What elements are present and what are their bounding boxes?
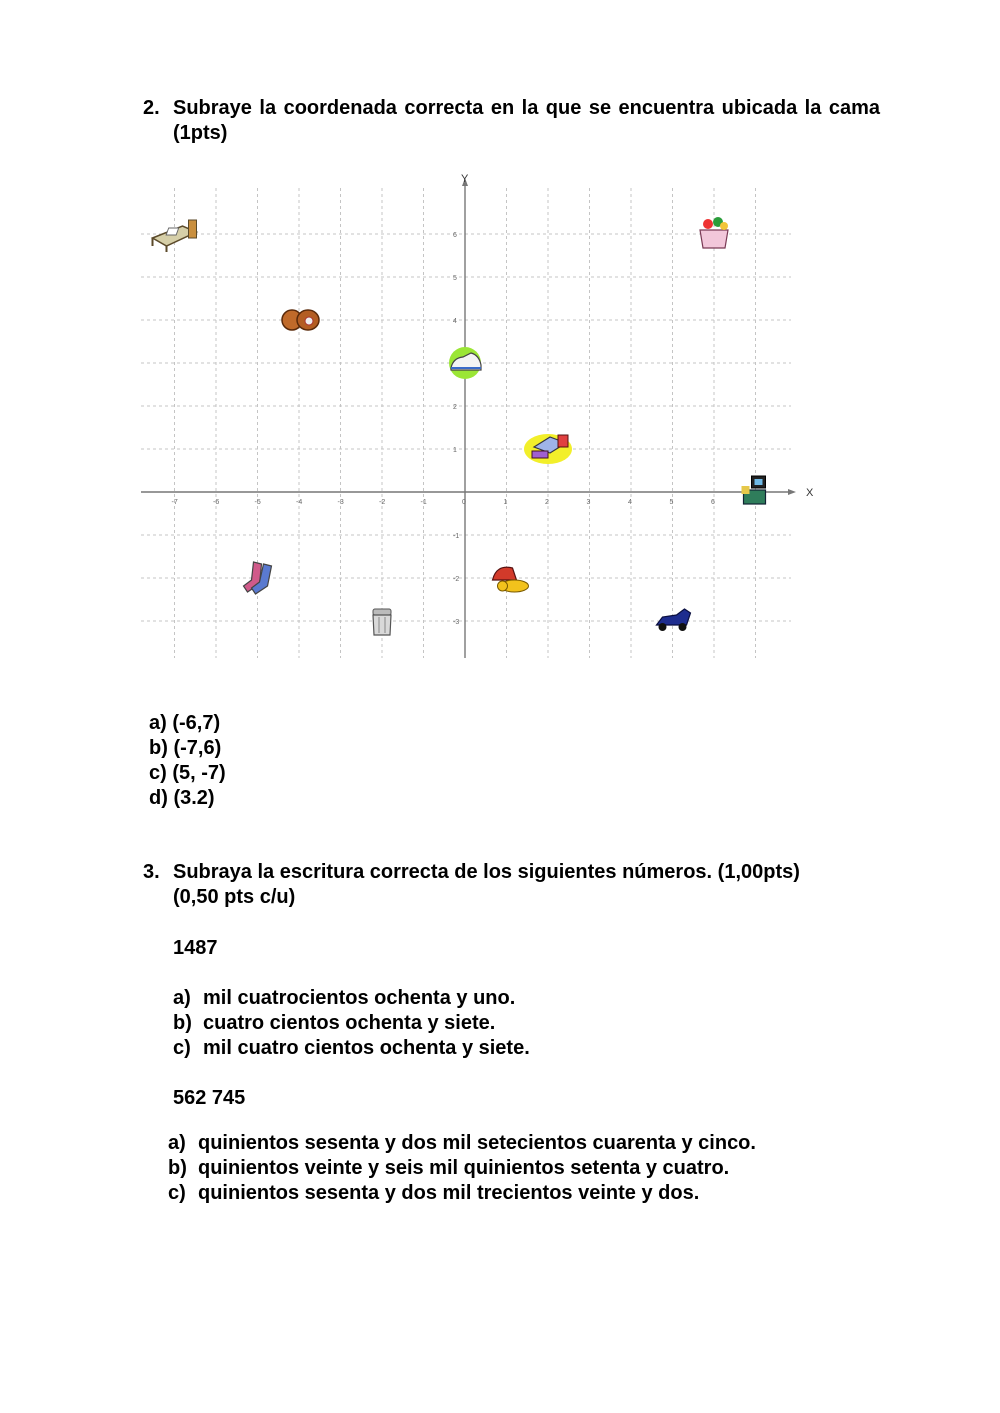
q3-2-option-a[interactable]	[168, 1131, 756, 1156]
laundry-basket-icon	[700, 217, 728, 248]
grid-lines	[141, 188, 791, 658]
x-tick-label: -2	[379, 499, 386, 506]
option-text: mil cuatro cientos ochenta y siete.	[203, 1037, 530, 1059]
y-tick-label: -3	[453, 619, 460, 626]
option-text: mil cuatrocientos ochenta y uno.	[203, 987, 516, 1009]
plotted-objects	[153, 217, 766, 635]
x-tick-label: -4	[296, 499, 303, 506]
x-tick-label: 6	[711, 499, 715, 506]
x-tick-label: 2	[545, 499, 549, 506]
x-tick-label: 0	[462, 499, 466, 506]
x-tick-label: 1	[503, 499, 508, 506]
option-label: a)	[149, 712, 167, 734]
option-label: a)	[173, 987, 191, 1009]
option-text: quinientos sesenta y dos mil setecientos cuarenta y cinco.	[198, 1132, 756, 1154]
toy-truck-icon	[524, 434, 572, 464]
number-1487: 1487	[173, 937, 218, 959]
toy-car-icon	[657, 609, 691, 631]
x-tick-label: 4	[628, 499, 632, 506]
coordinate-plane	[136, 168, 816, 668]
trash-can-icon	[373, 609, 391, 635]
tv-armchair-icon	[742, 476, 766, 504]
option-label: a)	[168, 1132, 186, 1154]
q2-option-a[interactable]	[149, 711, 220, 736]
option-label: b)	[173, 1012, 192, 1034]
option-label: c)	[149, 762, 167, 784]
question-3-points: (0,50 pts c/u)	[173, 886, 296, 908]
option-label: b)	[168, 1157, 187, 1179]
y-tick-label: 4	[453, 318, 457, 325]
y-tick-label: 5	[453, 275, 457, 282]
option-label: c)	[173, 1037, 191, 1059]
option-text: (5, -7)	[172, 762, 226, 784]
q3-1-option-b[interactable]	[173, 1011, 495, 1036]
y-tick-label: 2	[453, 404, 457, 411]
option-label: d)	[149, 787, 168, 809]
y-axis-label: Y	[461, 173, 469, 185]
option-label: b)	[149, 737, 168, 759]
x-axis-label: X	[806, 487, 814, 499]
question-2-number: 2.	[143, 97, 160, 119]
y-tick-label: -1	[453, 533, 460, 540]
option-text: (-6,7)	[172, 712, 221, 734]
option-label: c)	[168, 1182, 186, 1204]
question-3-prompt: Subraya la escritura correcta de los siguientes números. (1,00pts)	[173, 861, 800, 883]
socks-icon	[244, 562, 272, 594]
sneaker-icon	[449, 347, 481, 379]
option-text: (-7,6)	[173, 737, 222, 759]
x-tick-label: -6	[213, 499, 220, 506]
q2-option-c[interactable]	[149, 761, 226, 786]
baseball-glove-icon	[282, 310, 319, 330]
question-2-prompt: Subraye la coordenada correcta en la que se encuentra ubicada la cama (1pts)	[173, 97, 880, 144]
x-axis-arrow	[788, 489, 796, 495]
q3-2-option-b[interactable]	[168, 1156, 729, 1181]
q3-2-option-c[interactable]	[168, 1181, 699, 1206]
option-text: cuatro cientos ochenta y siete.	[203, 1012, 496, 1034]
q3-1-option-a[interactable]	[173, 986, 515, 1011]
x-tick-label: 5	[669, 499, 674, 506]
option-text: quinientos sesenta y dos mil trecientos veinte y dos.	[198, 1182, 700, 1204]
q2-option-d[interactable]	[149, 786, 215, 811]
y-tick-label: 6	[453, 232, 457, 239]
option-text: quinientos veinte y seis mil quinientos setenta y cuatro.	[198, 1157, 730, 1179]
question-3-number: 3.	[143, 861, 160, 883]
q2-option-b[interactable]	[149, 736, 221, 761]
cap-icon	[493, 567, 529, 592]
x-tick-label: -7	[171, 499, 178, 506]
x-tick-label: -1	[420, 499, 427, 506]
y-tick-label: 1	[453, 447, 457, 454]
x-tick-label: -3	[337, 499, 344, 506]
option-text: (3.2)	[173, 787, 215, 809]
x-tick-label: 3	[586, 499, 591, 506]
number-562745: 562 745	[173, 1087, 246, 1109]
x-tick-label: -5	[254, 499, 261, 506]
q3-1-option-c[interactable]	[173, 1036, 530, 1061]
y-tick-label: -2	[453, 576, 460, 583]
